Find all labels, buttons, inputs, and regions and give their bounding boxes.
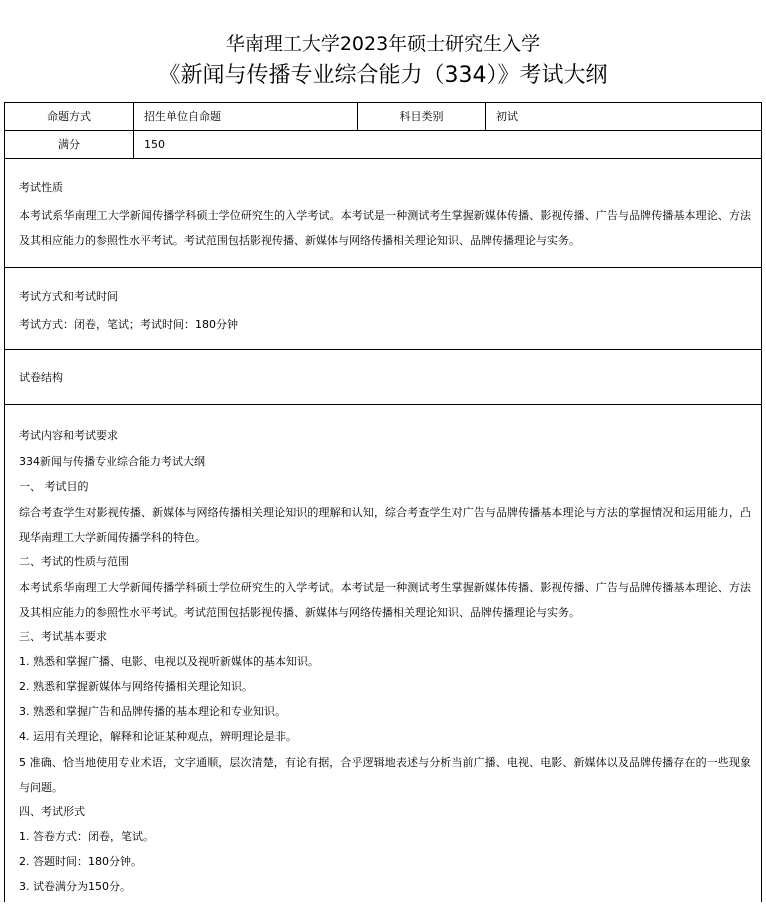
label-question-method: 命题方式 (47, 110, 91, 123)
content-line: 二、考试的性质与范围 (19, 555, 129, 568)
title-line-1: 华南理工大学2023年硕士研究生入学 (225, 33, 541, 55)
content-line: 4. 运用有关理论，解释和论证某种观点，辨明理论是非。 (19, 730, 297, 743)
content-line: 2. 熟悉和掌握新媒体与网络传播相关理论知识。 (19, 680, 253, 693)
value-full-score: 150 (133, 131, 761, 158)
title-line-2: 《新闻与传播专业综合能力（334）》考试大纲 (158, 63, 608, 88)
content-line: 3. 熟悉和掌握广告和品牌传播的基本理论和专业知识。 (19, 705, 286, 718)
content-paragraph: 5 准确、恰当地使用专业术语，文字通顺，层次清楚，有论有据，合乎逻辑地表述与分析当前广播、电视、电影、新媒体以及品牌传播存在的一些现象与问题。 (19, 756, 751, 794)
section-paper-structure (5, 350, 761, 405)
section-exam-content (5, 405, 761, 905)
section-heading: 考试性质 (19, 181, 63, 194)
content-line: 三、考试基本要求 (19, 630, 107, 643)
info-row-2 (5, 131, 761, 159)
content-line: 四、考试形式 (19, 805, 85, 818)
content-line: 334新闻与传播专业综合能力考试大纲 (19, 455, 205, 468)
section-heading: 考试方式和考试时间 (19, 290, 118, 303)
syllabus-table (4, 102, 762, 902)
info-row-1 (5, 103, 761, 131)
value-subject-category: 初试 (485, 103, 761, 130)
label-full-score: 满分 (58, 138, 80, 151)
section-heading: 考试内容和考试要求 (19, 429, 118, 442)
section-heading: 试卷结构 (19, 371, 63, 384)
label-subject-category: 科目类别 (357, 103, 485, 130)
content-line: 一、 考试目的 (19, 480, 89, 493)
section-body: 考试方式：闭卷，笔试；考试时间：180分钟 (19, 318, 238, 331)
content-paragraph: 本考试系华南理工大学新闻传播学科硕士学位研究生的入学考试。本考试是一种测试考生掌握新媒体传播、影视传播、广告与品牌传播基本理论、方法及其相应能力的参照性水平考试。考试范围包括影视传播、新媒体与网络传播相关理论知识、品牌传播理论与实务。 (19, 581, 751, 619)
section-exam-nature (5, 159, 761, 268)
section-exam-method (5, 268, 761, 350)
content-line: 1. 答卷方式：闭卷，笔试。 (19, 830, 154, 843)
value-question-method: 招生单位自命题 (133, 103, 357, 130)
content-paragraph: 综合考查学生对影视传播、新媒体与网络传播相关理论知识的理解和认知，综合考查学生对广告与品牌传播基本理论与方法的掌握情况和运用能力，凸现华南理工大学新闻传播学科的特色。 (19, 506, 751, 544)
content-line: 1. 熟悉和掌握广播、电影、电视以及视听新媒体的基本知识。 (19, 655, 319, 668)
content-line: 2. 答题时间：180分钟。 (19, 855, 142, 868)
content-line: 3. 试卷满分为150分。 (19, 880, 131, 893)
section-body: 本考试系华南理工大学新闻传播学科硕士学位研究生的入学考试。本考试是一种测试考生掌握新媒体传播、影视传播、广告与品牌传播基本理论、方法及其相应能力的参照性水平考试。考试范围包括影视传播、新媒体与网络传播相关理论知识、品牌传播理论与实务。 (19, 209, 751, 247)
